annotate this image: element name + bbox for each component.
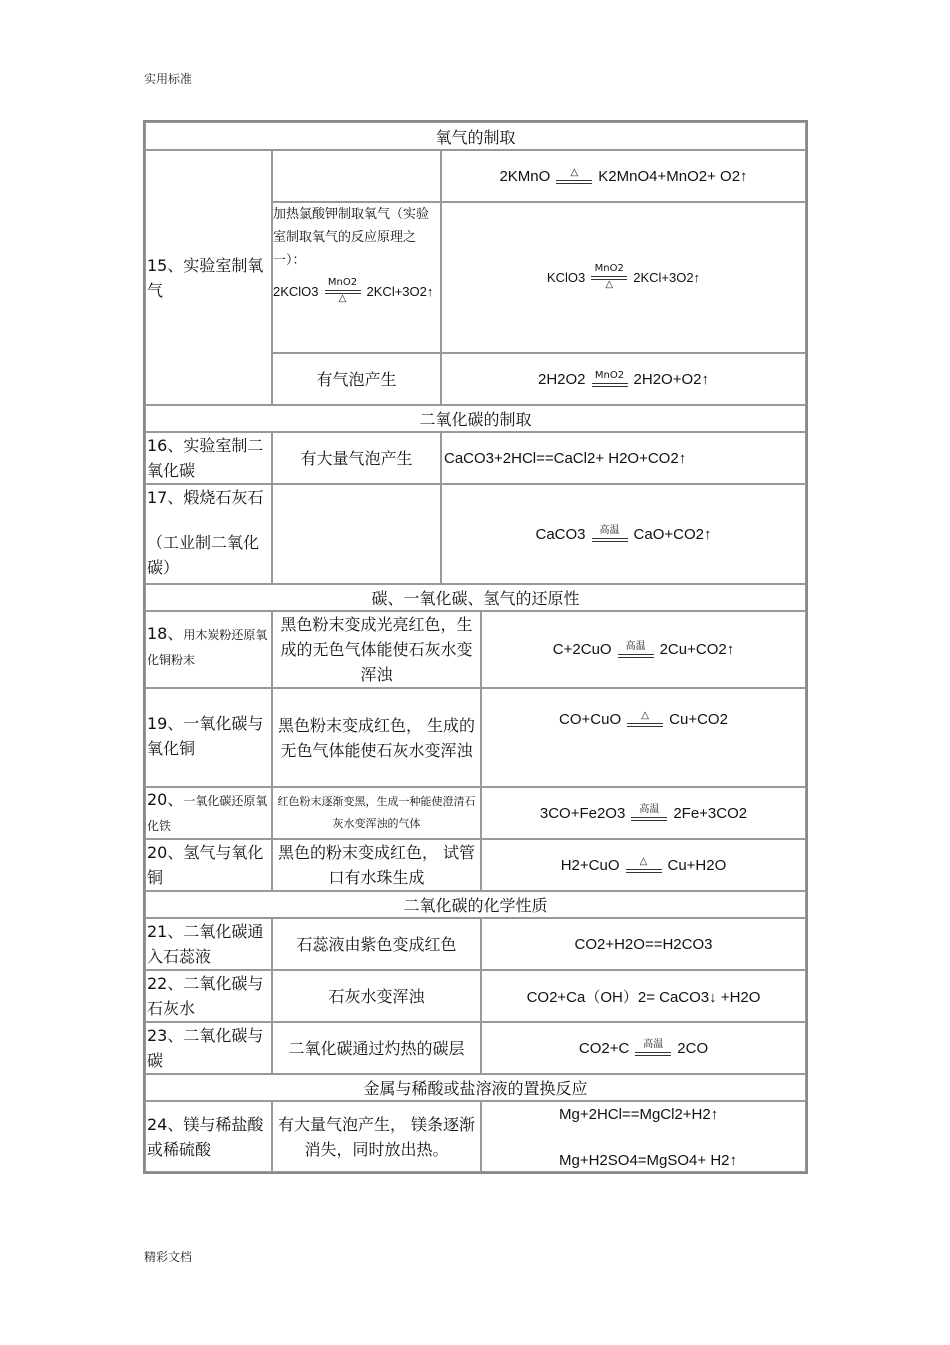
row21-eq: CO2+H2O==H2CO3 [481,918,806,970]
high-temp-condition-icon: 高温 [618,642,654,658]
section-title-co2: 二氧化碳的制取 [145,405,806,432]
row-label-18: 18、用木炭粉还原氧化铜粉末 [145,611,272,688]
row24-eq-h2so4: Mg+H2SO4=MgSO4+ H2↑ [559,1152,738,1169]
row-label-16: 16、实验室制二氧化碳 [145,432,272,484]
row24-eq-cell [481,1101,806,1172]
row-label-21: 21、二氧化碳通入石蕊液 [145,918,272,970]
heat-condition-icon: △ [556,168,592,184]
row-label-22: 22、二氧化碳与石灰水 [145,970,272,1022]
catalyst-condition-icon: MnO2 △ [325,278,361,306]
row23-eq: CO2+C 高温 2CO [481,1022,806,1074]
heat-condition-icon: △ [627,711,663,727]
section-title-oxygen: 氧气的制取 [145,122,806,150]
row23-desc: 二氧化碳通过灼热的碳层 [272,1022,481,1074]
row15-eq-h2o2: 2H2O2 MnO2 2H2O+O2↑ [441,353,806,405]
catalyst-condition-icon: MnO2 △ [591,264,627,292]
row15-empty-desc [272,150,441,202]
row-label-20a: 20、一氧化碳还原氧化铁 [145,787,272,839]
row15-desc-kclo3: 加热氯酸钾制取氧气（实验室制取氧气的反应原理之一）： 2KClO3 MnO2 △ 2KCl+3O2↑ [272,202,441,353]
row24-desc: 有大量气泡产生， 镁条逐渐消失，同时放出热。 [272,1101,481,1172]
row21-desc: 石蕊液由紫色变成红色 [272,918,481,970]
row17-empty-desc [272,484,441,584]
row-label-20b: 20、氢气与氧化铜 [145,839,272,891]
row16-eq: CaCO3+2HCl==CaCl2+ H2O+CO2↑ [441,432,806,484]
row-label-17: 17、煅烧石灰石 （工业制二氧化碳） [145,484,272,584]
row15-eq-kmno4: 2KMnO △ K2MnO4+MnO2+ O2↑ [441,150,806,202]
heat-condition-icon: △ [626,857,662,873]
row-label-15: 15、实验室制氧气 [145,150,272,405]
row15-eq-kclo3: KClO3 MnO2 △ 2KCl+3O2↑ [441,202,806,353]
row18-eq: C+2CuO 高温 2Cu+CO2↑ [481,611,806,688]
row-label-19: 19、一氧化碳与氧化铜 [145,688,272,787]
row20b-desc: 黑色的粉末变成红色， 试管口有水珠生成 [272,839,481,891]
row-label-23: 23、二氧化碳与碳 [145,1022,272,1074]
row22-desc: 石灰水变浑浊 [272,970,481,1022]
reaction-table [143,120,808,1174]
high-temp-condition-icon: 高温 [635,1040,671,1056]
section-title-metal-displacement: 金属与稀酸或盐溶液的置换反应 [145,1074,806,1101]
row16-desc: 有大量气泡产生 [272,432,441,484]
high-temp-condition-icon: 高温 [631,805,667,821]
row20b-eq: H2+CuO △ Cu+H2O [481,839,806,891]
row20a-eq: 3CO+Fe2O3 高温 2Fe+3CO2 [481,787,806,839]
row24-eq-hcl: Mg+2HCl==MgCl2+H2↑ [559,1106,719,1123]
high-temp-condition-icon: 高温 [592,526,628,542]
row19-eq: CO+CuO △ Cu+CO2 [481,688,806,787]
page-header: 实用标准 [144,72,193,86]
row15-desc-h2o2: 有气泡产生 [272,353,441,405]
row19-desc: 黑色粉末变成红色， 生成的无色气体能使石灰水变浑浊 [272,688,481,787]
row22-eq: CO2+Ca（OH）2= CaCO3↓ +H2O [481,970,806,1022]
catalyst-condition-icon: MnO2 [592,371,628,387]
section-title-co2-properties: 二氧化碳的化学性质 [145,891,806,918]
page-footer: 精彩文档 [144,1250,193,1264]
section-title-reduction: 碳、一氧化碳、氢气的还原性 [145,584,806,611]
row-label-24: 24、镁与稀盐酸或稀硫酸 [145,1101,272,1172]
row17-eq: CaCO3 高温 CaO+CO2↑ [441,484,806,584]
row20a-desc: 红色粉末逐渐变黑，生成一种能使澄清石灰水变浑浊的气体 [272,787,481,839]
row18-desc: 黑色粉末变成光亮红色，生成的无色气体能使石灰水变浑浊 [272,611,481,688]
